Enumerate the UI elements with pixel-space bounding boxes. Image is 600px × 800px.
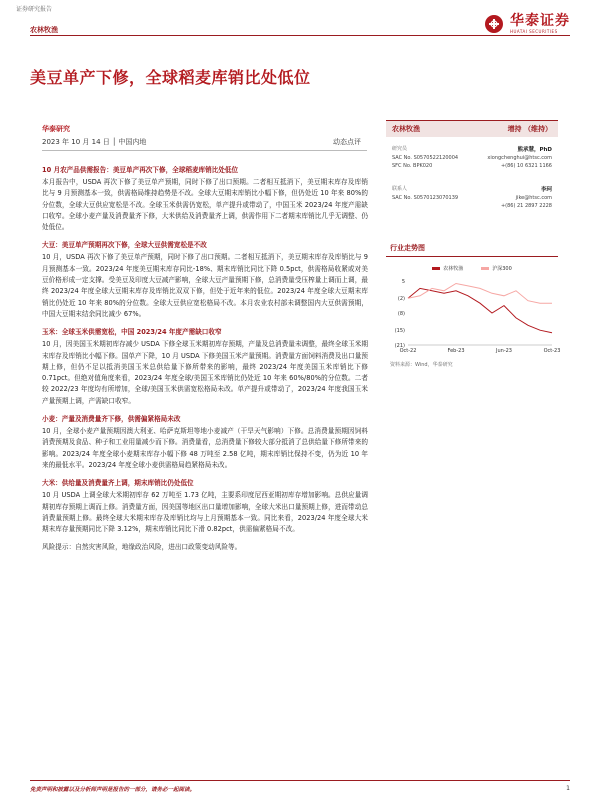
analyst-role: 联系人 — [392, 186, 408, 192]
footer-divider — [30, 780, 570, 781]
section-risk — [42, 542, 368, 553]
logo — [484, 14, 570, 34]
chart-legend — [386, 265, 558, 272]
sidebar — [386, 120, 561, 368]
legend-item — [432, 265, 463, 272]
y-tick-label: (8) — [397, 311, 405, 317]
y-tick-label: 5 — [401, 279, 405, 285]
section-rice — [42, 478, 368, 535]
legend-label: 沪深300 — [492, 266, 512, 272]
analyst-phone: +(86) 10 6321 1166 — [500, 163, 552, 169]
meta-divider — [42, 150, 367, 151]
rating-header — [386, 120, 558, 137]
analyst-role: 研究员 — [392, 146, 408, 152]
report-title: 美豆单产下修，全球稻麦库销比处低位 — [30, 68, 311, 87]
report-type: 动态点评 — [333, 138, 361, 146]
section-title: 10 月农产品供需报告：美豆单产再次下修，全球稻麦库销比处低位 — [42, 166, 239, 174]
analyst-card — [386, 145, 558, 181]
series-line-1 — [408, 284, 552, 304]
section-title: 小麦：产量及消费量齐下修，供需偏紧格局未改 — [42, 415, 181, 424]
section-body: 10 月，USDA 再次下修了美豆单产预期，同时下修了出口预期。二者相互抵消下，美豆期末库存及库销比与 9 月预测基本一致。2023/24 年度美豆期末库存同比-18%、期末库销比同比下降 0.5pct，供需格局收紧或对美豆价格形成一定支撑。受美豆及印度大豆减产影响，全球大豆产量预期下修，总消费量受压榨量上调而上调，最终 2023/24 年度全球大豆期末库存及库销比双双下修，但处于近年来的低位。2023/24 年度全球大豆期末库销比仍处近 10 年来 80%的分位数。全球大豆供应宽松格局不改。本月农业农村部未调整国内大豆供需预期，中国大豆期末结余同比减少 67%。 — [42, 253, 368, 318]
analyst-phone: +(86) 21 2897 2228 — [500, 203, 552, 209]
report-category-label: 证券研究报告 — [16, 6, 53, 13]
research-org: 华泰研究 — [42, 125, 70, 133]
section-body: 10 月 USDA 上调全球大米期初库存 62 万吨至 1.73 亿吨，主要系印度尼西亚期初库存增加影响。总供应量调期初库存预期上调而上修。消费量方面，因美国等地区出口量增加影响，全球大米出口量预期上修，进而带动总消费量预期上修。最终全球大米期末库存及库销比均与上月预期基本一致。同比来看，2023/24 年度全球大米期末库存量预期同比下降 3.12%，期末库销比同比下滑 0.82pct，供需偏紧格局不改。 — [42, 491, 368, 534]
section-body: 10 月，因美国玉米期初库存减少 USDA 下修全球玉米期初库存预期，产量及总消费量未调整，最终全球玉米期末库存及库销比小幅下修。国单产下降，10 月 USDA 下修美国玉米产量预期。消费量方面饲料消费及出口量预期上修，但仍不足以抵消美国玉米总供给量下修所带来的影响，最终 2023/24 年度美国玉米库销比下修 0.71pct。但绝对值角度来看，2023/24 年度全球/美国玉米库销比仍处近 10 年来 60%/80%的分位数。二者较 2022/23 年度均有所增加，全球/美国玉米供需宽松格局未改。单产提升或带动了，2023/24 年度我国玉米产量预期上调，产需缺口收窄。 — [42, 340, 368, 405]
trend-chart — [386, 259, 561, 359]
disclaimer-note: 免责声明和披露以及分析师声明是报告的一部分，请务必一起阅读。 — [30, 787, 196, 793]
dateline: 2023 年 10 月 14 日 │ 中国内地 — [42, 138, 147, 146]
y-tick-label: (21) — [394, 343, 405, 349]
legend-item — [481, 265, 512, 272]
section-title: 玉米：全球玉米供需宽松，中国 2023/24 年度产需缺口收窄 — [42, 328, 222, 337]
section-soybean — [42, 240, 368, 320]
legend-label: 农林牧渔 — [443, 266, 464, 272]
analyst-name: 熊承慧，PhD — [517, 147, 552, 153]
brand-mark-icon — [484, 14, 504, 34]
analyst-email[interactable]: jike@htsc.com — [515, 195, 552, 201]
section-body: 10 月，全球小麦产量预期因澳大利亚、哈萨克斯坦等地小麦减产（干旱天气影响）下修。总消费量预期因饲料消费预期及食品、种子和工业用量减少而下修。消费量看，总消费量下修较大部分抵消了总供给量下修所带来的影响。2023/24 年度全球小麦期末库存小幅下修 48 万吨至 2.58 亿吨，期末库销比保持不变，仍为近 10 年来的最低水平。2023/24 年度全球小麦供需格局趋紧格局未改。 — [42, 427, 368, 469]
section-title: 大豆：美豆单产预期再次下修，全球大豆供需宽松是不改 — [42, 241, 207, 250]
y-tick-label: (15) — [394, 328, 405, 335]
section-corn — [42, 327, 368, 407]
main-content — [42, 165, 368, 561]
legend-swatch — [432, 267, 440, 270]
section-title: 大米：供给量及消费量齐上调，期末库销比仍处低位 — [42, 479, 194, 488]
analyst-sac: SAC No. S0570522120004 — [392, 155, 459, 161]
section-body: 本月报告中，USDA 再次下修了美豆单产预期，同时下修了出口预期。二者相互抵消下，美豆期末库存及库销比与 9 月预测基本一致，供需格局维持趋势是不改。全球大豆期末库销比小幅下修，但仍处近 10 年来 80%的分位数，全球大豆供应宽松是不改。全球玉米供需仍宽松，单产提升或带动了，中国玉米 2023/24 年度产需缺口收窄。全球小麦产量及消费量齐下修，大米供给及消费量齐上调，供需作用下二者期末库销比几乎无调整、仍处低位。 — [42, 178, 368, 232]
logo-name: 华泰证券 — [510, 13, 570, 29]
page-number: 1 — [566, 785, 570, 792]
legend-swatch — [481, 267, 489, 270]
risk-warning: 风险提示：自然灾害风险，地缘政治风险，进出口政策变动风险等。 — [42, 543, 242, 552]
analyst-sfc: SFC No. BPK020 — [392, 163, 433, 169]
series-line-0 — [408, 288, 552, 332]
rating-badge: 增持 （维持） — [507, 125, 552, 133]
sector-label: 农林牧渔 — [30, 26, 58, 34]
section-wheat — [42, 414, 368, 471]
trend-chart-title: 行业走势图 — [390, 244, 425, 252]
analyst-name: 李珂 — [540, 187, 552, 193]
analyst-sac: SAC No. S0570123070139 — [392, 195, 459, 201]
sidebar-sector: 农林牧渔 — [392, 125, 420, 133]
x-tick-label: Feb-23 — [447, 348, 465, 354]
trend-divider — [386, 256, 558, 257]
logo-english-name: HUATAI SECURITIES — [510, 29, 558, 34]
analyst-card — [386, 185, 558, 221]
x-tick-label: Oct-22 — [399, 348, 417, 354]
chart-source: 资料来源：Wind，华泰研究 — [390, 362, 453, 368]
x-tick-label: Oct-23 — [543, 348, 561, 354]
x-tick-label: Jun-23 — [496, 348, 512, 354]
section-overview — [42, 165, 368, 233]
y-tick-label: (2) — [397, 296, 405, 303]
analyst-email[interactable]: xiongchenghui@htsc.com — [487, 155, 552, 161]
header-divider — [30, 35, 570, 36]
line-chart — [386, 259, 561, 359]
